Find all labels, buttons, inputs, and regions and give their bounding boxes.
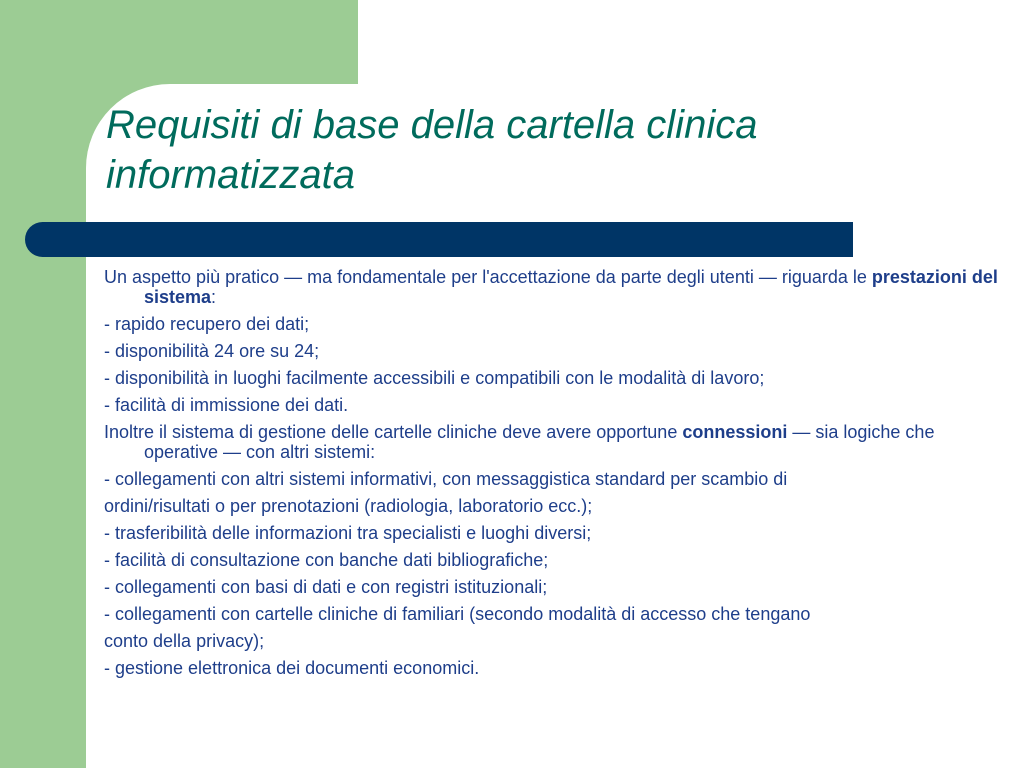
connections-text: Inoltre il sistema di gestione delle cartelle cliniche deve avere opportune bbox=[104, 422, 683, 442]
list-item: ordini/risultati o per prenotazioni (radiologia, laboratorio ecc.); bbox=[104, 496, 593, 516]
intro-text: Un aspetto più pratico — ma fondamentale per l'accettazione da parte degli utenti — riguarda le bbox=[104, 267, 872, 287]
list-item: - trasferibilità delle informazioni tra specialisti e luoghi diversi; bbox=[104, 523, 592, 543]
slide-body bbox=[104, 267, 1004, 685]
list-item: - collegamenti con altri sistemi informativi, con messaggistica standard per scambio di bbox=[104, 469, 788, 489]
slide-title-line-2: informatizzata bbox=[106, 153, 355, 197]
title-underline-bar bbox=[25, 222, 853, 257]
list-item: - disponibilità 24 ore su 24; bbox=[104, 341, 320, 361]
list-item: - gestione elettronica dei documenti economici. bbox=[104, 658, 480, 678]
intro-text-end: : bbox=[211, 287, 217, 307]
slide-title-line-1: Requisiti di base della cartella clinica bbox=[106, 103, 758, 147]
list-item: - facilità di consultazione con banche dati bibliografiche; bbox=[104, 550, 549, 570]
list-item: - rapido recupero dei dati; bbox=[104, 314, 310, 334]
green-left-strip bbox=[0, 0, 86, 768]
intro-bold-text: prestazioni del sistema bbox=[144, 267, 998, 307]
intro-paragraph bbox=[104, 267, 1004, 307]
list-item: conto della privacy); bbox=[104, 631, 265, 651]
list-item: - disponibilità in luoghi facilmente accessibili e compatibili con le modalità di lavoro; bbox=[104, 368, 765, 388]
list-item: - collegamenti con cartelle cliniche di familiari (secondo modalità di accesso che tengano bbox=[104, 604, 811, 624]
list-item: - collegamenti con basi di dati e con registri istituzionali; bbox=[104, 577, 548, 597]
connections-paragraph bbox=[104, 422, 1004, 462]
connections-bold-text: connessioni bbox=[682, 422, 788, 442]
slide-title bbox=[106, 100, 986, 200]
connections-text-end: — sia logiche che operative — con altri sistemi: bbox=[144, 422, 935, 462]
list-item: - facilità di immissione dei dati. bbox=[104, 395, 349, 415]
